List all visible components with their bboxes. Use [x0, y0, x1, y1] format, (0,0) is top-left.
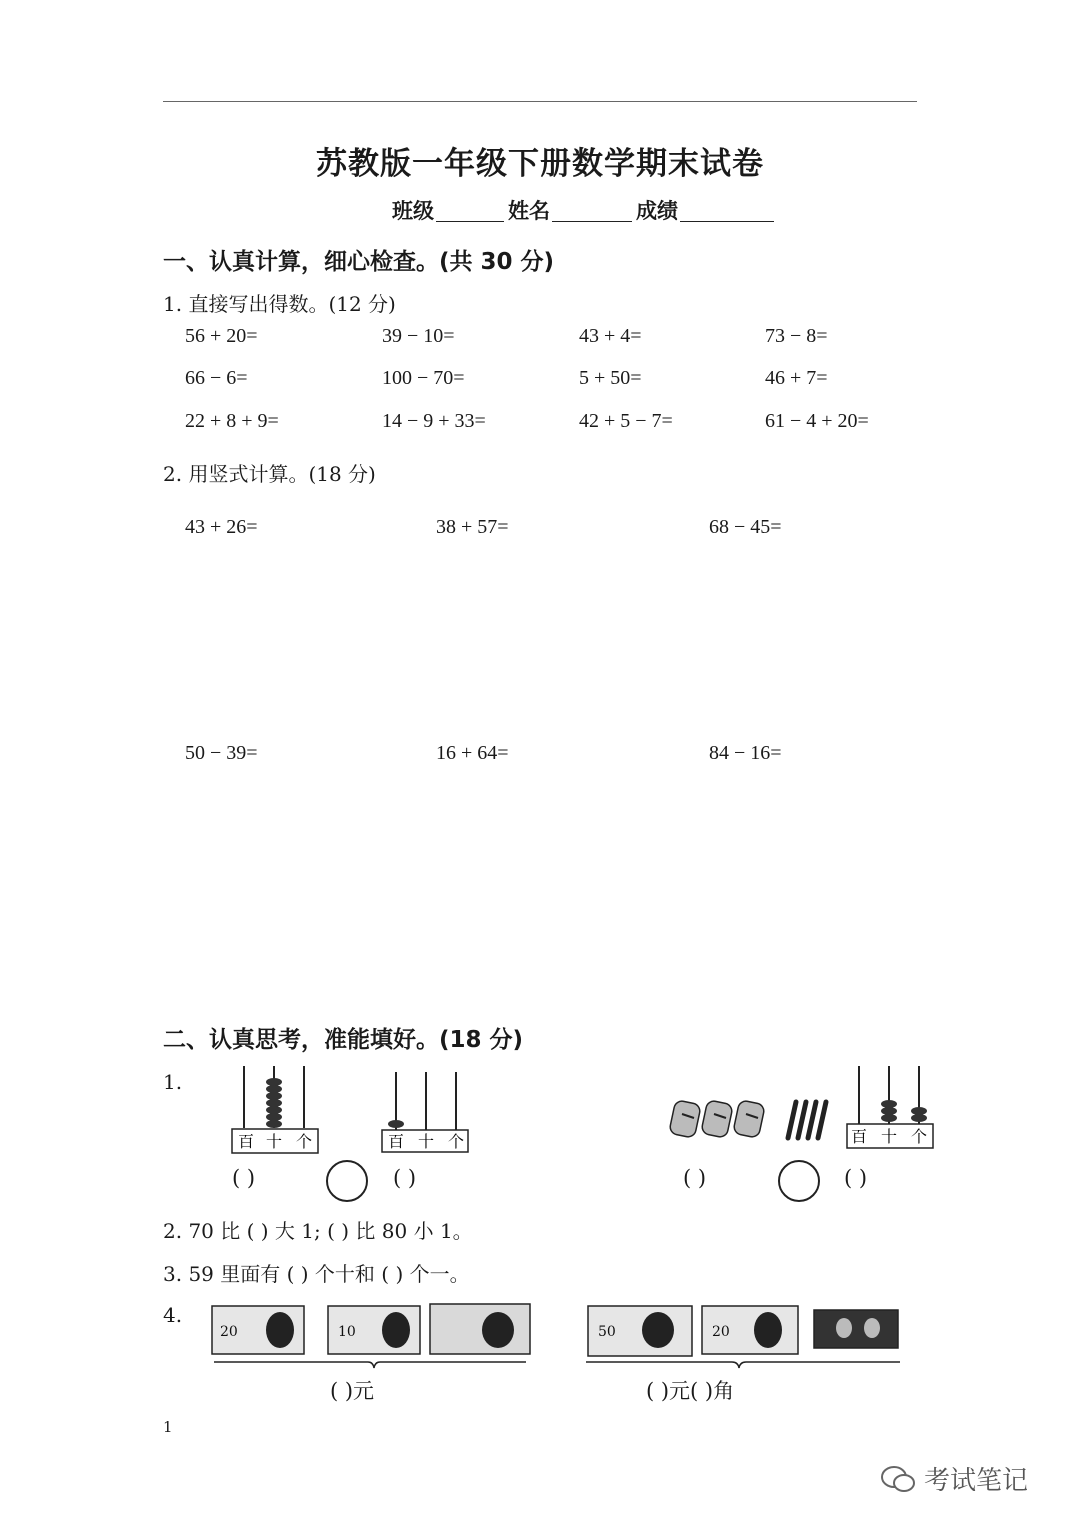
banknotes-figure-b — [582, 1298, 907, 1372]
money-answer-a[interactable]: ( )元 — [330, 1379, 375, 1403]
s2-q2: 2. 70 比 ( ) 大 1; ( ) 比 80 小 1。 — [163, 1219, 473, 1243]
score-label: 成绩 — [636, 199, 678, 223]
watermark — [880, 1460, 1028, 1497]
student-info — [392, 195, 778, 225]
stick-bundles-figure — [668, 1090, 838, 1148]
vertical-equation: 16 + 64= — [436, 742, 509, 764]
abacus-figure — [843, 1062, 938, 1154]
abacus-label: 十 — [418, 1132, 435, 1151]
note-value: 20 — [220, 1324, 238, 1340]
watermark-text: 考试笔记 — [924, 1466, 1029, 1496]
abacus-figure — [228, 1062, 323, 1158]
equation: 39 − 10= — [382, 325, 455, 347]
compare-circle[interactable] — [778, 1160, 820, 1202]
answer-blank[interactable]: ( ) — [683, 1166, 707, 1190]
money-answer-b[interactable]: ( )元( )角 — [646, 1379, 735, 1403]
score-blank[interactable] — [680, 201, 774, 222]
page-number: 1 — [163, 1418, 173, 1436]
vertical-equation: 43 + 26= — [185, 516, 258, 538]
equation: 100 − 70= — [382, 367, 465, 389]
vertical-equation: 38 + 57= — [436, 516, 509, 538]
compare-circle[interactable] — [326, 1160, 368, 1202]
answer-blank[interactable]: ( ) — [393, 1166, 417, 1190]
equation: 66 − 6= — [185, 367, 248, 389]
abacus-label: 百 — [851, 1127, 868, 1146]
equation: 61 − 4 + 20= — [765, 410, 869, 432]
vertical-equation: 68 − 45= — [709, 516, 782, 538]
q2-label: 2. 用竖式计算。(18 分) — [163, 462, 376, 486]
name-label: 姓名 — [508, 199, 550, 223]
name-blank[interactable] — [552, 201, 632, 222]
abacus-label: 百 — [238, 1132, 255, 1151]
q1-label: 1. 直接写出得数。(12 分) — [163, 292, 396, 316]
equation: 46 + 7= — [765, 367, 828, 389]
class-label: 班级 — [392, 199, 434, 223]
s2-q3: 3. 59 里面有 ( ) 个十和 ( ) 个一。 — [163, 1262, 470, 1286]
equation: 56 + 20= — [185, 325, 258, 347]
banknotes-figure-a — [208, 1298, 538, 1372]
section2-heading: 二、认真思考，准能填好。(18 分) — [163, 1027, 524, 1053]
s2-q4-label: 4. — [163, 1303, 183, 1327]
equation: 42 + 5 − 7= — [579, 410, 673, 432]
s2-q1-label: 1. — [163, 1070, 183, 1094]
equation: 43 + 4= — [579, 325, 642, 347]
abacus-label: 个 — [296, 1132, 313, 1151]
equation: 73 − 8= — [765, 325, 828, 347]
equation: 5 + 50= — [579, 367, 642, 389]
note-value: 50 — [598, 1324, 616, 1340]
page-title: 苏教版一年级下册数学期末试卷 — [316, 146, 764, 182]
equation: 22 + 8 + 9= — [185, 410, 279, 432]
abacus-label: 十 — [881, 1127, 898, 1146]
class-blank[interactable] — [436, 201, 504, 222]
note-value: 10 — [338, 1324, 356, 1340]
section1-heading: 一、认真计算，细心检查。(共 30 分) — [163, 249, 555, 275]
abacus-label: 个 — [448, 1132, 465, 1151]
answer-blank[interactable]: ( ) — [844, 1166, 868, 1190]
vertical-equation: 50 − 39= — [185, 742, 258, 764]
wechat-icon — [880, 1464, 916, 1494]
abacus-label: 十 — [266, 1132, 283, 1151]
vertical-equation: 84 − 16= — [709, 742, 782, 764]
note-value: 20 — [712, 1324, 730, 1340]
abacus-figure — [378, 1068, 473, 1158]
abacus-label: 百 — [388, 1132, 405, 1151]
answer-blank[interactable]: ( ) — [232, 1166, 256, 1190]
equation: 14 − 9 + 33= — [382, 410, 486, 432]
top-rule — [163, 101, 917, 102]
abacus-label: 个 — [911, 1127, 928, 1146]
